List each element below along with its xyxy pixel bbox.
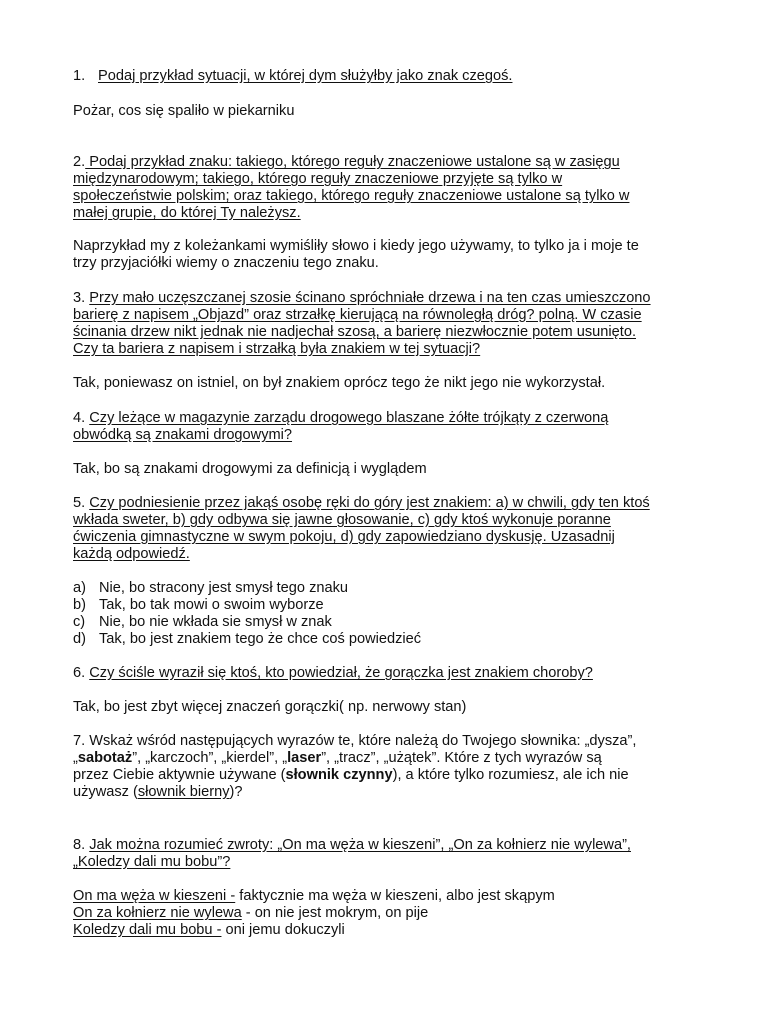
- question-line: społeczeństwie polskim; oraz takiego, którego reguły znaczeniowe ustalone są tylko w: [73, 188, 630, 204]
- list-item: [73, 614, 703, 631]
- text-span: )?: [229, 784, 243, 800]
- answer-8-list: [73, 888, 703, 939]
- question-number: 1.: [73, 68, 86, 84]
- question-line: ścinania drzew nikt jednak nie nadjechał szosą, a barierę niezwłocznie potem usunięto.: [73, 324, 636, 340]
- question-line: Podaj przykład znaku: takiego, którego reguły znaczeniowe ustalone są w zasięgu: [85, 154, 620, 170]
- text-span: ”, „karczoch”, „kierdel”, „: [132, 750, 288, 766]
- question-line: międzynarodowym; takiego, którego reguły znaczeniowe przyjęte są tylko w: [73, 171, 563, 187]
- question-2: [73, 154, 703, 222]
- list-letter: b): [73, 597, 86, 613]
- text-span: ”, „tracz”, „użątek”. Które z tych wyrazów są: [321, 750, 602, 766]
- bold-word: sabotaż: [77, 750, 133, 766]
- answer-5-list: [73, 580, 703, 648]
- list-item: [73, 905, 703, 922]
- phrase: Koledzy dali mu bobu -: [73, 922, 222, 938]
- question-line: każdą odpowiedź.: [73, 546, 190, 562]
- bold-term: słownik czynny: [285, 767, 393, 783]
- answer-6: Tak, bo jest zbyt więcej znaczeń gorączki( np. nerwowy stan): [73, 699, 467, 715]
- question-number: 6.: [73, 665, 90, 681]
- phrase: On ma węża w kieszeni -: [73, 888, 236, 904]
- question-number: 3.: [73, 290, 90, 306]
- meaning: oni jemu dokuczyli: [221, 922, 345, 938]
- question-line: Czy leżące w magazynie zarządu drogowego blaszane żółte trójkąty z czerwoną: [89, 410, 609, 426]
- bold-word: laser: [287, 750, 322, 766]
- phrase: On za kołnierz nie wylewa: [73, 905, 242, 921]
- answer-line: Naprzykład my z koleżankami wymiśliły słowo i kiedy jego używamy, to tylko ja i moje te: [73, 238, 639, 254]
- question-line: Jak można rozumieć zwroty: „On ma węża w kieszeni”, „On za kołnierz nie wylewa”,: [89, 837, 631, 853]
- question-line: wkłada sweter, b) gdy odbywa się jawne głosowanie, c) gdy ktoś wykonuje poranne: [73, 512, 611, 528]
- list-item: [73, 631, 703, 648]
- question-5: [73, 495, 703, 563]
- list-text: Nie, bo stracony jest smysł tego znaku: [99, 580, 349, 596]
- question-6: [73, 665, 703, 682]
- list-letter: c): [73, 614, 86, 630]
- question-7: [73, 733, 703, 801]
- question-line: [73, 767, 703, 784]
- text-span: „: [73, 750, 78, 766]
- question-line: Czy ta bariera z napisem i strzałką była znakiem w tej sytuacji?: [73, 341, 481, 357]
- text-span: przez Ciebie aktywnie używane (: [73, 767, 286, 783]
- list-text: Nie, bo nie wkłada sie smysł w znak: [99, 614, 332, 630]
- question-3: [73, 290, 703, 358]
- list-text: Tak, bo jest znakiem tego że chce coś powiedzieć: [99, 631, 422, 647]
- list-item: [73, 922, 703, 939]
- text-span: używasz (: [73, 784, 138, 800]
- question-line: ćwiczenia gimnastyczne w swym pokoju, d) gdy zapowiedziano dyskusję. Uzasadnij: [73, 529, 615, 545]
- question-text: Podaj przykład sytuacji, w której dym służyłby jako znak czegoś.: [98, 68, 513, 84]
- question-1: [73, 68, 703, 85]
- question-number: 2.: [73, 154, 86, 170]
- question-line: małej grupie, do której Ty należysz.: [73, 205, 301, 221]
- meaning: faktycznie ma węża w kieszeni, albo jest skąpym: [235, 888, 555, 904]
- list-letter: a): [73, 580, 86, 596]
- text-span: ), a które tylko rozumiesz, ale ich nie: [392, 767, 629, 783]
- list-item: [73, 580, 703, 597]
- list-letter: d): [73, 631, 86, 647]
- question-line: Przy mało uczęszczanej szosie ścinano spróchniałe drzewa i na ten czas umieszczono: [89, 290, 651, 306]
- list-text: Tak, bo tak mowi o swoim wyborze: [99, 597, 324, 613]
- list-item: [73, 888, 703, 905]
- question-line: 7. Wskaż wśród następujących wyrazów te, które należą do Twojego słownika: „dysza”,: [73, 733, 637, 749]
- answer-1: Pożar, cos się spaliło w piekarniku: [73, 103, 295, 119]
- answer-line: trzy przyjaciółki wiemy o znaczeniu tego znaku.: [73, 255, 379, 271]
- question-line: [73, 784, 703, 801]
- question-line: Czy podniesienie przez jakąś osobę ręki do góry jest znakiem: a) w chwili, gdy ten ktoś: [89, 495, 650, 511]
- underlined-term: słownik bierny: [137, 784, 230, 800]
- question-line: obwódką są znakami drogowymi?: [73, 427, 293, 443]
- meaning: - on nie jest mokrym, on pije: [241, 905, 429, 921]
- question-number: 4.: [73, 410, 90, 426]
- question-line: [73, 750, 703, 767]
- answer-2: [73, 238, 703, 272]
- question-line: „Koledzy dali mu bobu”?: [73, 854, 231, 870]
- answer-3: Tak, poniewasz on istniel, on był znakiem oprócz tego że nikt jego nie wykorzystał.: [73, 375, 606, 391]
- list-item: [73, 597, 703, 614]
- answer-4: Tak, bo są znakami drogowymi za definicją i wyglądem: [73, 461, 427, 477]
- question-4: [73, 410, 703, 444]
- question-number: 8.: [73, 837, 90, 853]
- question-8: [73, 837, 703, 871]
- question-text: Czy ściśle wyraził się ktoś, kto powiedział, że gorączka jest znakiem choroby?: [89, 665, 593, 681]
- question-number: 5.: [73, 495, 90, 511]
- question-line: barierę z napisem „Objazd” oraz strzałkę kierującą na równoległą dróg? polną. W czasie: [73, 307, 642, 323]
